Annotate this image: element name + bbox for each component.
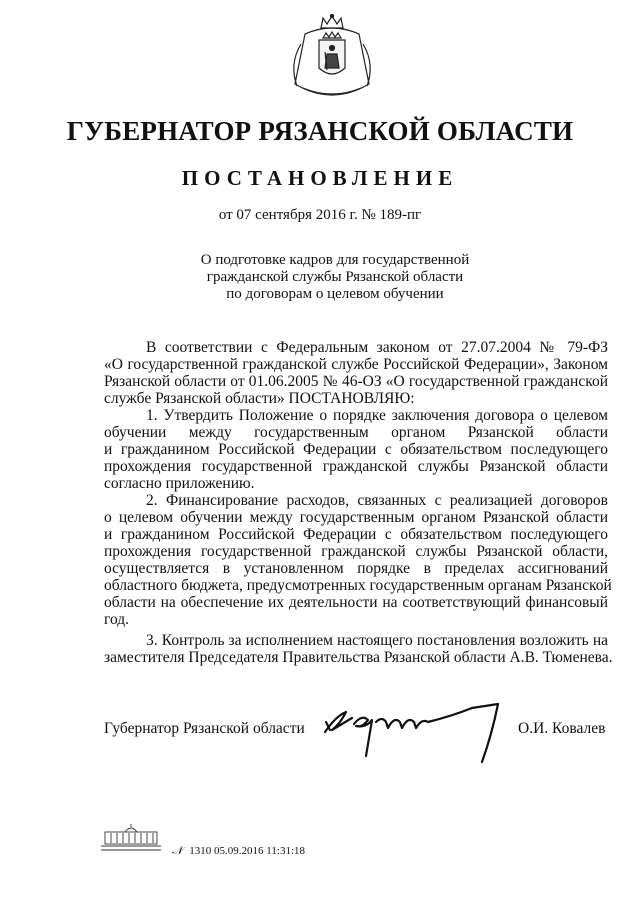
text-line: осуществляется в установленном порядке в пределах ассигнований	[104, 560, 608, 577]
registration-number: 1310	[189, 845, 212, 857]
registration-mark: 𝒩	[172, 845, 183, 857]
text-line: согласно приложению.	[104, 475, 255, 492]
text-line: год.	[104, 611, 130, 628]
text-line: 1. Утвердить Положение о порядке заключения договора о целевом	[146, 407, 608, 424]
preamble-paragraph	[104, 339, 608, 407]
issuer-title: ГУБЕРНАТОР РЯЗАНСКОЙ ОБЛАСТИ	[66, 116, 574, 146]
document-type: ПОСТАНОВЛЕНИЕ	[181, 166, 459, 190]
item-1-paragraph	[104, 407, 608, 492]
text-line: 2. Финансирование расходов, связанных с реализацией договоров	[146, 492, 608, 509]
signatory-name: О.И. Ковалев	[518, 720, 606, 737]
registration-stamp	[172, 845, 305, 858]
subject-line: гражданской службы Рязанской области	[206, 269, 464, 285]
text-line: и гражданином Российской Федерации с обязательством последующего	[104, 526, 608, 543]
handwritten-signature	[322, 694, 502, 764]
text-line: о целевом обучении между государственным органом Рязанской области	[104, 509, 608, 526]
document-subject	[150, 252, 520, 303]
text-line: прохождения государственной гражданской службы Рязанской области,	[104, 543, 608, 560]
text-line: Рязанской области от 01.06.2005 № 46-ОЗ «О государственной гражданской	[104, 373, 608, 390]
text-line: области на обеспечение их деятельности на соответствующий финансовый	[104, 594, 608, 611]
government-building-icon	[101, 824, 161, 852]
text-line: прохождения государственной гражданской службы Рязанской области	[104, 458, 608, 475]
text-line: и гражданином Российской Федерации с обязательством последующего	[104, 441, 608, 458]
document-date-number: от 07 сентября 2016 г. № 189-пг	[218, 207, 422, 223]
subject-line: по договорам о целевом обучении	[226, 286, 444, 302]
text-line: 3. Контроль за исполнением настоящего постановления возложить на	[146, 632, 608, 649]
registration-datetime: 05.09.2016 11:31:18	[214, 845, 306, 857]
text-line: В соответствии с Федеральным законом от 27.07.2004 № 79-ФЗ	[146, 339, 608, 356]
text-line: «О государственной гражданской службе Российской Федерации», Законом	[104, 356, 608, 373]
coat-of-arms-emblem	[283, 14, 381, 106]
signatory-position: Губернатор Рязанской области	[104, 720, 305, 737]
subject-line: О подготовке кадров для государственной	[200, 252, 470, 268]
text-line: заместителя Председателя Правительства Рязанской области А.В. Тюменева.	[104, 649, 613, 666]
item-3-paragraph	[104, 632, 613, 666]
text-line: службе Рязанской области» ПОСТАНОВЛЯЮ:	[104, 390, 415, 407]
text-line: обучении между государственным органом Рязанской области	[104, 424, 608, 441]
item-2-paragraph	[104, 492, 612, 628]
text-line: областного бюджета, предусмотренных государственным органам Рязанской	[104, 577, 612, 594]
